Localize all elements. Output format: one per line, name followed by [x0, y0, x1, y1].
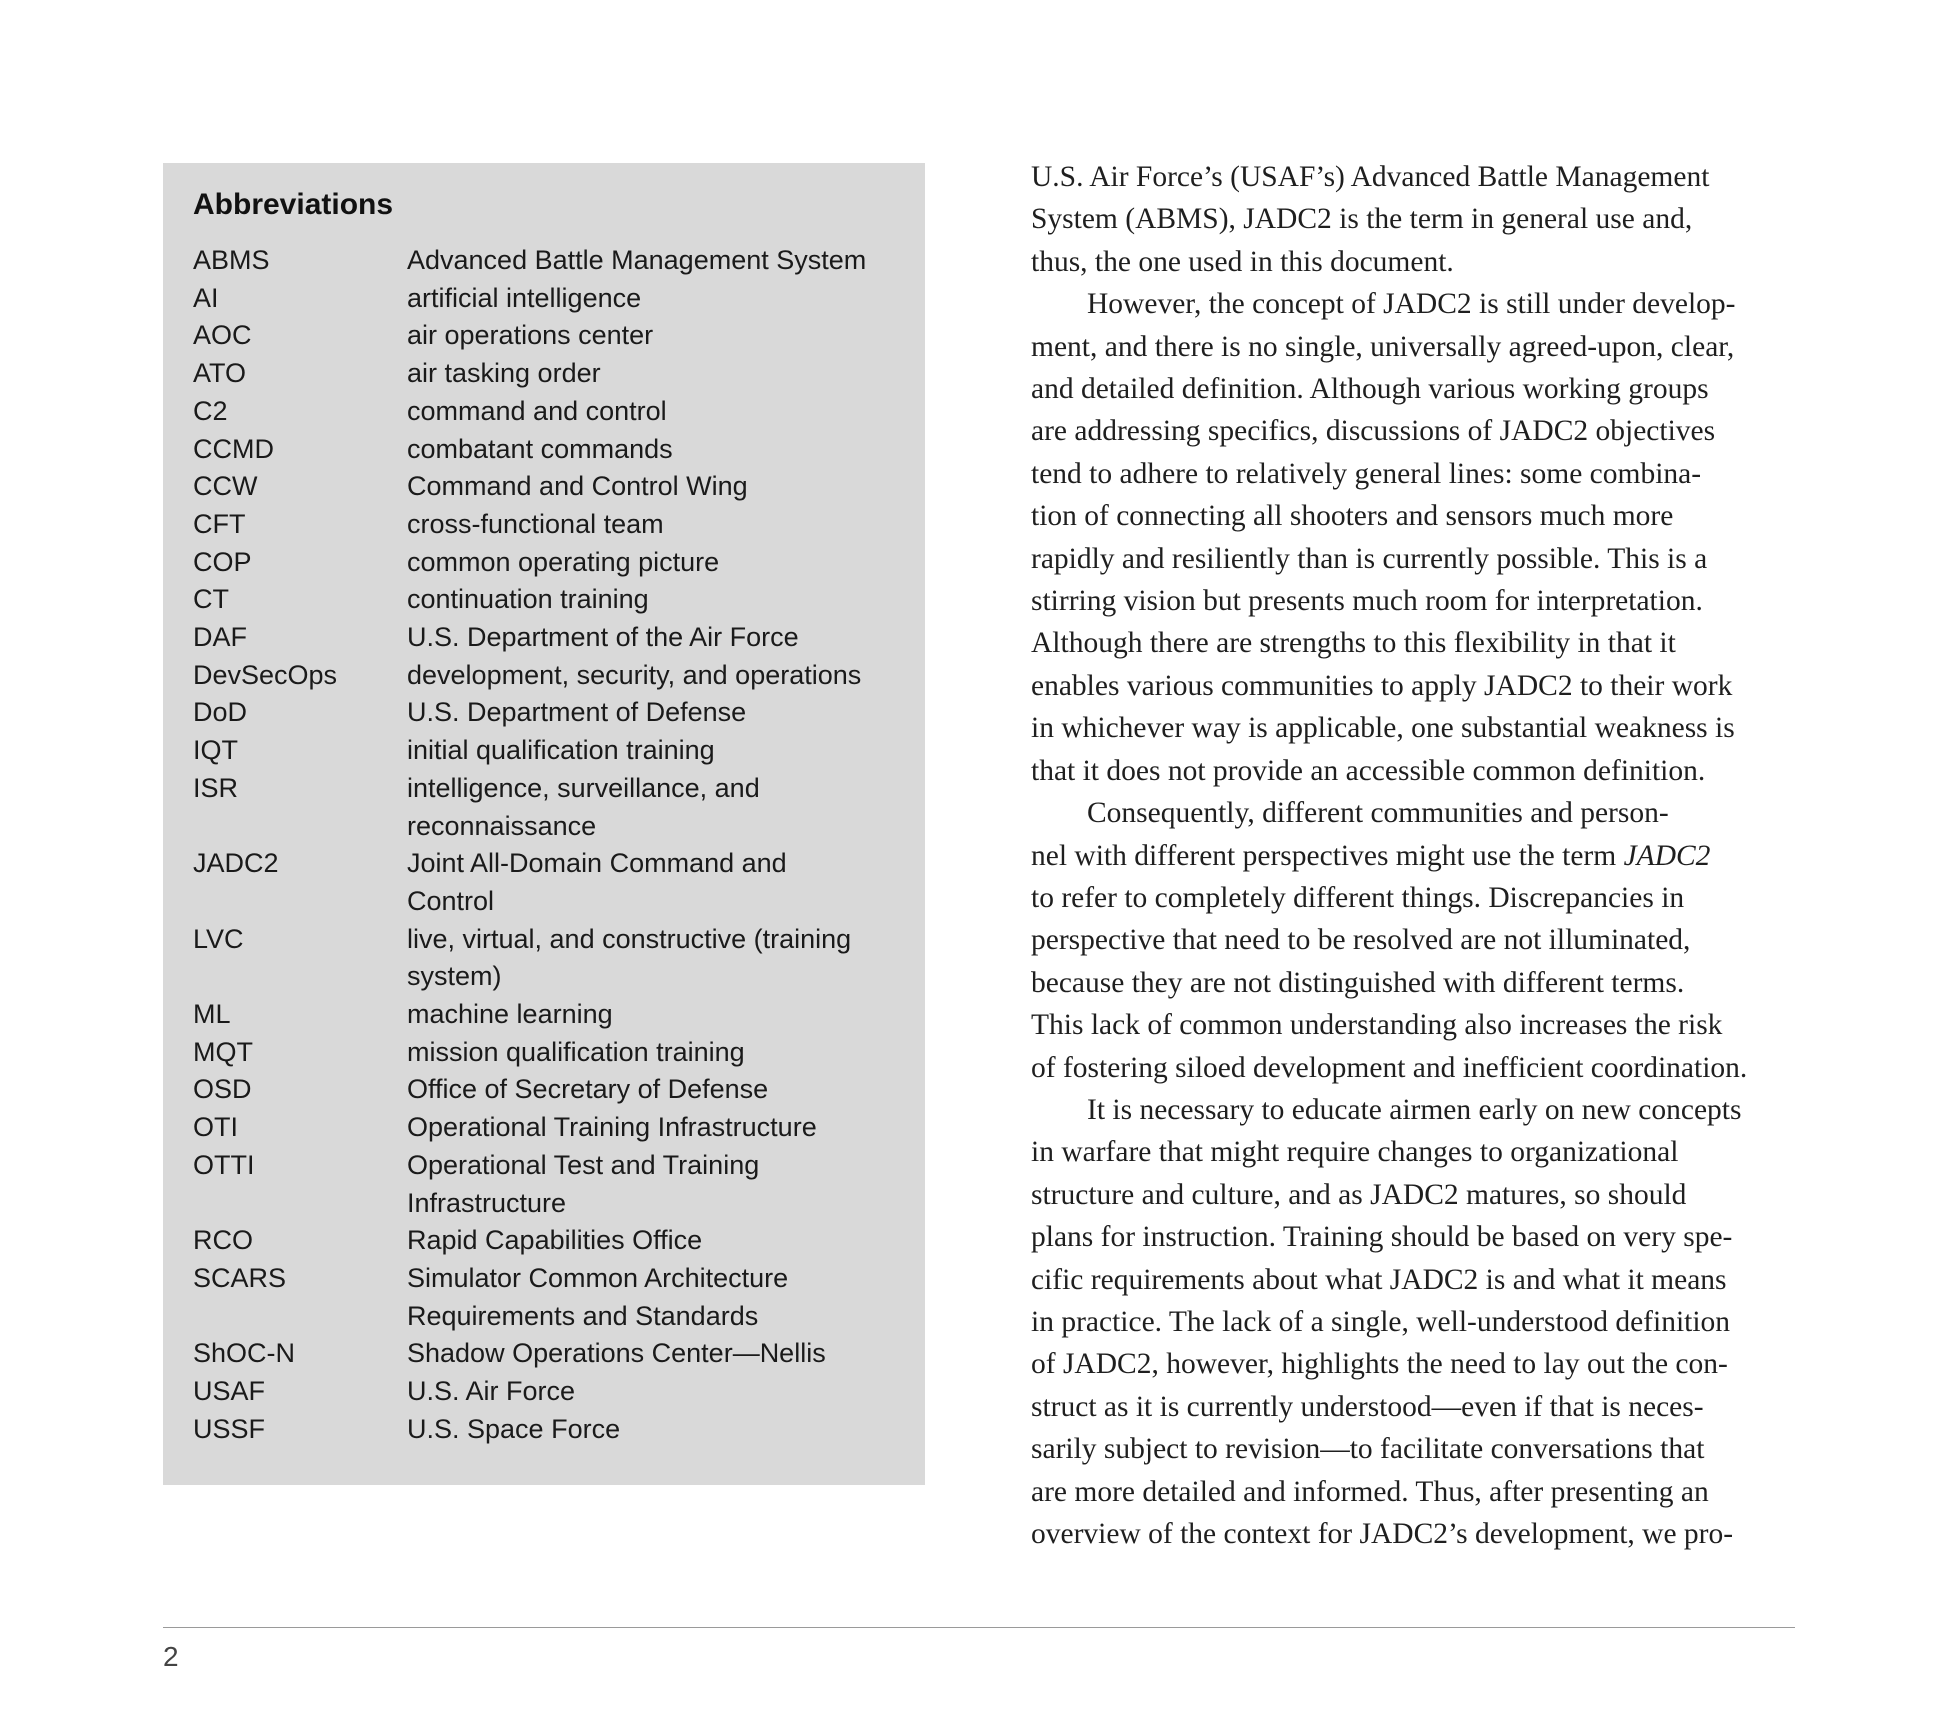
abbreviation-definition-line: air tasking order	[407, 358, 601, 389]
body-text-line-content: System (ABMS), JADC2 is the term in general use and,	[1031, 203, 1693, 236]
abbreviation-definition	[407, 393, 895, 431]
body-text-line-content: U.S. Air Force’s (USAF’s) Advanced Battle Management	[1031, 161, 1710, 193]
abbreviation-definition-line: continuation training	[407, 584, 649, 615]
abbreviations-list	[193, 242, 895, 1449]
abbreviation-row	[193, 657, 895, 695]
body-text-line-content: struct as it is currently understood—even if that is neces-	[1031, 1390, 1704, 1423]
body-text-line	[1031, 410, 1795, 452]
abbreviation-definition-line: Rapid Capabilities Office	[407, 1225, 703, 1256]
abbreviation-definition	[407, 1071, 895, 1109]
abbreviation-definition	[407, 1109, 895, 1147]
abbreviation-definition	[407, 544, 895, 582]
abbreviation-row	[193, 393, 895, 431]
body-paragraph	[1031, 283, 1795, 792]
body-text-line-content: thus, the one used in this document.	[1031, 245, 1454, 278]
abbreviation-definition-line: machine learning	[407, 999, 613, 1030]
abbreviation-definition-line: Advanced Battle Management System	[407, 245, 867, 275]
abbreviation-term: ShOC-N	[193, 1338, 296, 1369]
body-text-line	[1031, 368, 1795, 410]
abbreviation-row	[193, 1147, 895, 1222]
body-text-line	[1031, 326, 1795, 368]
italic-term: JADC2	[1623, 839, 1711, 872]
footer-rule	[163, 1627, 1795, 1628]
abbreviation-definition	[407, 355, 895, 393]
abbreviation-term: IQT	[193, 735, 238, 766]
body-text-line-content: enables various communities to apply JADC2 to their work	[1031, 669, 1733, 702]
body-text-line	[1031, 962, 1795, 1004]
abbreviation-definition-line: Command and Control Wing	[407, 471, 748, 502]
body-text-line	[1031, 877, 1795, 919]
page-number: 2	[163, 1641, 179, 1672]
abbreviation-term: AOC	[193, 320, 252, 351]
body-text-line-content: tion of connecting all shooters and sensors much more	[1031, 500, 1674, 533]
abbreviation-definition-line: U.S. Air Force	[407, 1376, 576, 1407]
body-text-line-content: This lack of common understanding also increases the risk	[1031, 1009, 1723, 1042]
abbreviation-term: CCMD	[193, 433, 274, 464]
abbreviation-term: USSF	[193, 1413, 266, 1444]
abbreviation-definition-line: Office of Secretary of Defense	[407, 1074, 769, 1105]
body-text-line-content: ment, and there is no single, universally agreed-upon, clear,	[1031, 330, 1735, 363]
abbreviation-definition-line: Shadow Operations Center—Nellis	[407, 1338, 826, 1369]
body-text-line-content: nel with different perspectives might use the term	[1031, 839, 1624, 872]
abbreviation-definition	[407, 506, 895, 544]
abbreviation-definition-line: system)	[407, 961, 502, 992]
body-text-line	[1031, 156, 1795, 198]
abbreviation-definition	[407, 996, 895, 1034]
body-text-line	[1031, 198, 1795, 240]
abbreviation-definition-line: intelligence, surveillance, and	[407, 772, 760, 803]
body-paragraph	[1031, 1089, 1795, 1555]
body-text-line-content: in practice. The lack of a single, well-understood definition	[1031, 1305, 1731, 1338]
body-text-line	[1031, 792, 1795, 834]
abbreviation-term: ATO	[193, 358, 247, 389]
abbreviation-row	[193, 242, 895, 280]
abbreviation-definition-line: air operations center	[407, 320, 654, 351]
abbreviation-definition-line: Control	[407, 885, 495, 916]
abbreviation-row	[193, 1335, 895, 1373]
abbreviation-term: CFT	[193, 508, 246, 539]
body-text-line	[1031, 495, 1795, 537]
abbreviations-title: Abbreviations	[193, 188, 394, 221]
body-text-line	[1031, 1428, 1795, 1470]
abbreviation-row	[193, 1071, 895, 1109]
abbreviation-definition	[407, 732, 895, 770]
abbreviation-term: MQT	[193, 1036, 253, 1067]
abbreviation-definition-line: reconnaissance	[407, 810, 597, 841]
abbreviation-definition-line: U.S. Department of the Air Force	[407, 622, 799, 653]
abbreviation-term: AI	[193, 282, 219, 313]
body-text-line-content: in warfare that might require changes to organizational	[1031, 1136, 1679, 1169]
body-text-line	[1031, 1513, 1795, 1555]
abbreviation-row	[193, 431, 895, 469]
abbreviation-definition	[407, 280, 895, 318]
abbreviation-term: OTTI	[193, 1149, 255, 1180]
abbreviation-definition-line: artificial intelligence	[407, 282, 642, 313]
abbreviation-definition	[407, 1222, 895, 1260]
body-paragraph	[1031, 792, 1795, 1089]
abbreviation-term: ISR	[193, 772, 239, 803]
abbreviation-row	[193, 506, 895, 544]
body-text-line-content: because they are not distinguished with different terms.	[1031, 966, 1685, 999]
abbreviation-term: COP	[193, 546, 252, 577]
abbreviation-definition	[407, 1373, 895, 1411]
abbreviation-definition-line: common operating picture	[407, 546, 720, 577]
abbreviation-definition	[407, 581, 895, 619]
body-text-line-content: structure and culture, and as JADC2 matures, so should	[1031, 1178, 1687, 1211]
body-text-line	[1031, 1174, 1795, 1216]
abbreviation-definition-line: U.S. Space Force	[407, 1413, 621, 1444]
abbreviation-term: DAF	[193, 622, 247, 653]
abbreviation-term: USAF	[193, 1376, 266, 1407]
abbreviation-row	[193, 1411, 895, 1449]
body-text-line-content: of JADC2, however, highlights the need to lay out the con-	[1031, 1348, 1728, 1381]
abbreviation-term: OSD	[193, 1074, 252, 1105]
abbreviation-row	[193, 921, 895, 996]
abbreviation-term: ABMS	[193, 245, 270, 275]
body-text-line-content: rapidly and resiliently than is currently possible. This is a	[1031, 542, 1708, 575]
body-text-line-content: However, the concept of JADC2 is still under develop-	[1087, 288, 1736, 321]
body-text-line	[1031, 1131, 1795, 1173]
abbreviation-definition	[407, 845, 895, 920]
body-text-line-content: are more detailed and informed. Thus, after presenting an	[1031, 1475, 1709, 1508]
body-text-line-content: sarily subject to revision—to facilitate conversations that	[1031, 1433, 1705, 1466]
abbreviation-definition-line: live, virtual, and constructive (training	[407, 923, 852, 954]
body-text-line	[1031, 538, 1795, 580]
abbreviation-definition	[407, 1034, 895, 1072]
abbreviation-definition	[407, 770, 895, 845]
abbreviation-definition	[407, 921, 895, 996]
abbreviation-definition-line: Requirements and Standards	[407, 1300, 759, 1331]
abbreviation-definition	[407, 1411, 895, 1449]
abbreviation-definition	[407, 619, 895, 657]
abbreviation-definition	[407, 242, 895, 280]
abbreviation-row	[193, 581, 895, 619]
body-text-line	[1031, 835, 1795, 877]
body-text-line	[1031, 283, 1795, 325]
body-text-line	[1031, 1386, 1795, 1428]
body-text-line-content: overview of the context for JADC2’s development, we pro-	[1031, 1518, 1734, 1550]
abbreviation-term: ML	[193, 999, 231, 1030]
abbreviation-definition-line: Operational Training Infrastructure	[407, 1112, 817, 1143]
abbreviation-definition-line: Operational Test and Training	[407, 1149, 760, 1180]
body-text-column	[1031, 156, 1795, 1555]
body-text-line-content: Consequently, different communities and person-	[1087, 797, 1669, 830]
abbreviation-row	[193, 1373, 895, 1411]
abbreviation-row	[193, 355, 895, 393]
abbreviation-definition-line: development, security, and operations	[407, 659, 862, 690]
abbreviation-definition-line: initial qualification training	[407, 735, 715, 766]
abbreviation-term: CCW	[193, 471, 258, 502]
body-text-line	[1031, 1004, 1795, 1046]
body-text-line-content: of fostering siloed development and inefficient coordination.	[1031, 1051, 1748, 1084]
abbreviation-row	[193, 770, 895, 845]
body-text-line-content: cific requirements about what JADC2 is and what it means	[1031, 1263, 1727, 1296]
abbreviation-row	[193, 280, 895, 318]
body-text-line	[1031, 1301, 1795, 1343]
body-text-line-content: that it does not provide an accessible common definition.	[1031, 754, 1706, 787]
abbreviation-row	[193, 1034, 895, 1072]
abbreviation-definition	[407, 657, 895, 695]
body-text-line-content: perspective that need to be resolved are not illuminated,	[1031, 924, 1691, 957]
body-text-line	[1031, 1089, 1795, 1131]
abbreviation-definition-line: command and control	[407, 395, 667, 426]
body-text-line-content: in whichever way is applicable, one substantial weakness is	[1031, 712, 1735, 745]
abbreviation-definition-line: Joint All-Domain Command and	[407, 848, 787, 879]
abbreviation-term: DevSecOps	[193, 659, 338, 690]
abbreviation-row	[193, 619, 895, 657]
abbreviation-row	[193, 317, 895, 355]
body-text-line-content: to refer to completely different things. Discrepancies in	[1031, 881, 1685, 914]
abbreviation-term: LVC	[193, 923, 244, 954]
body-text-line	[1031, 665, 1795, 707]
abbreviation-definition-line: Simulator Common Architecture	[407, 1262, 789, 1293]
body-text-line	[1031, 1471, 1795, 1513]
abbreviation-term: CT	[193, 584, 229, 615]
abbreviation-term: SCARS	[193, 1262, 287, 1293]
abbreviation-definition-line: combatant commands	[407, 433, 673, 464]
body-text-line	[1031, 622, 1795, 664]
body-text-line	[1031, 580, 1795, 622]
abbreviation-row	[193, 1260, 895, 1335]
body-text-line-content: Although there are strengths to this flexibility in that it	[1031, 627, 1676, 660]
abbreviation-definition	[407, 1260, 895, 1335]
abbreviation-definition	[407, 431, 895, 469]
abbreviation-row	[193, 996, 895, 1034]
body-text-line	[1031, 1047, 1795, 1089]
abbreviation-definition	[407, 468, 895, 506]
abbreviation-definition-line: U.S. Department of Defense	[407, 697, 747, 728]
abbreviation-row	[193, 732, 895, 770]
abbreviation-row	[193, 845, 895, 920]
body-text-line	[1031, 1343, 1795, 1385]
abbreviation-definition	[407, 1335, 895, 1373]
body-text-line	[1031, 453, 1795, 495]
abbreviation-term: C2	[193, 395, 228, 426]
abbreviation-term: OTI	[193, 1112, 238, 1143]
abbreviation-row	[193, 468, 895, 506]
abbreviation-definition-line: Infrastructure	[407, 1187, 567, 1218]
abbreviation-row	[193, 1109, 895, 1147]
body-text-line	[1031, 241, 1795, 283]
abbreviations-sidebar	[163, 163, 925, 1485]
abbreviation-definition	[407, 317, 895, 355]
body-text-line-content: plans for instruction. Training should be based on very spe-	[1031, 1221, 1733, 1254]
abbreviation-row	[193, 694, 895, 732]
body-paragraph	[1031, 156, 1795, 283]
abbreviation-row	[193, 1222, 895, 1260]
body-text-line-content: stirring vision but presents much room for interpretation.	[1031, 585, 1703, 618]
body-text-line	[1031, 750, 1795, 792]
abbreviation-definition-line: cross-functional team	[407, 508, 664, 539]
abbreviation-definition-line: mission qualification training	[407, 1036, 745, 1067]
abbreviation-definition	[407, 694, 895, 732]
abbreviation-term: JADC2	[193, 848, 279, 879]
body-text-line	[1031, 707, 1795, 749]
body-text-line-content: It is necessary to educate airmen early on new concepts	[1087, 1093, 1742, 1126]
abbreviation-term: RCO	[193, 1225, 253, 1256]
abbreviation-row	[193, 544, 895, 582]
body-text-line-content: tend to adhere to relatively general lines: some combina-	[1031, 457, 1702, 490]
abbreviation-definition	[407, 1147, 895, 1222]
body-text-line-content: and detailed definition. Although various working groups	[1031, 373, 1709, 406]
abbreviation-term: DoD	[193, 697, 248, 728]
body-text-line	[1031, 919, 1795, 961]
body-text-line	[1031, 1216, 1795, 1258]
body-text-line	[1031, 1259, 1795, 1301]
body-text-line-content: are addressing specifics, discussions of JADC2 objectives	[1031, 415, 1716, 448]
